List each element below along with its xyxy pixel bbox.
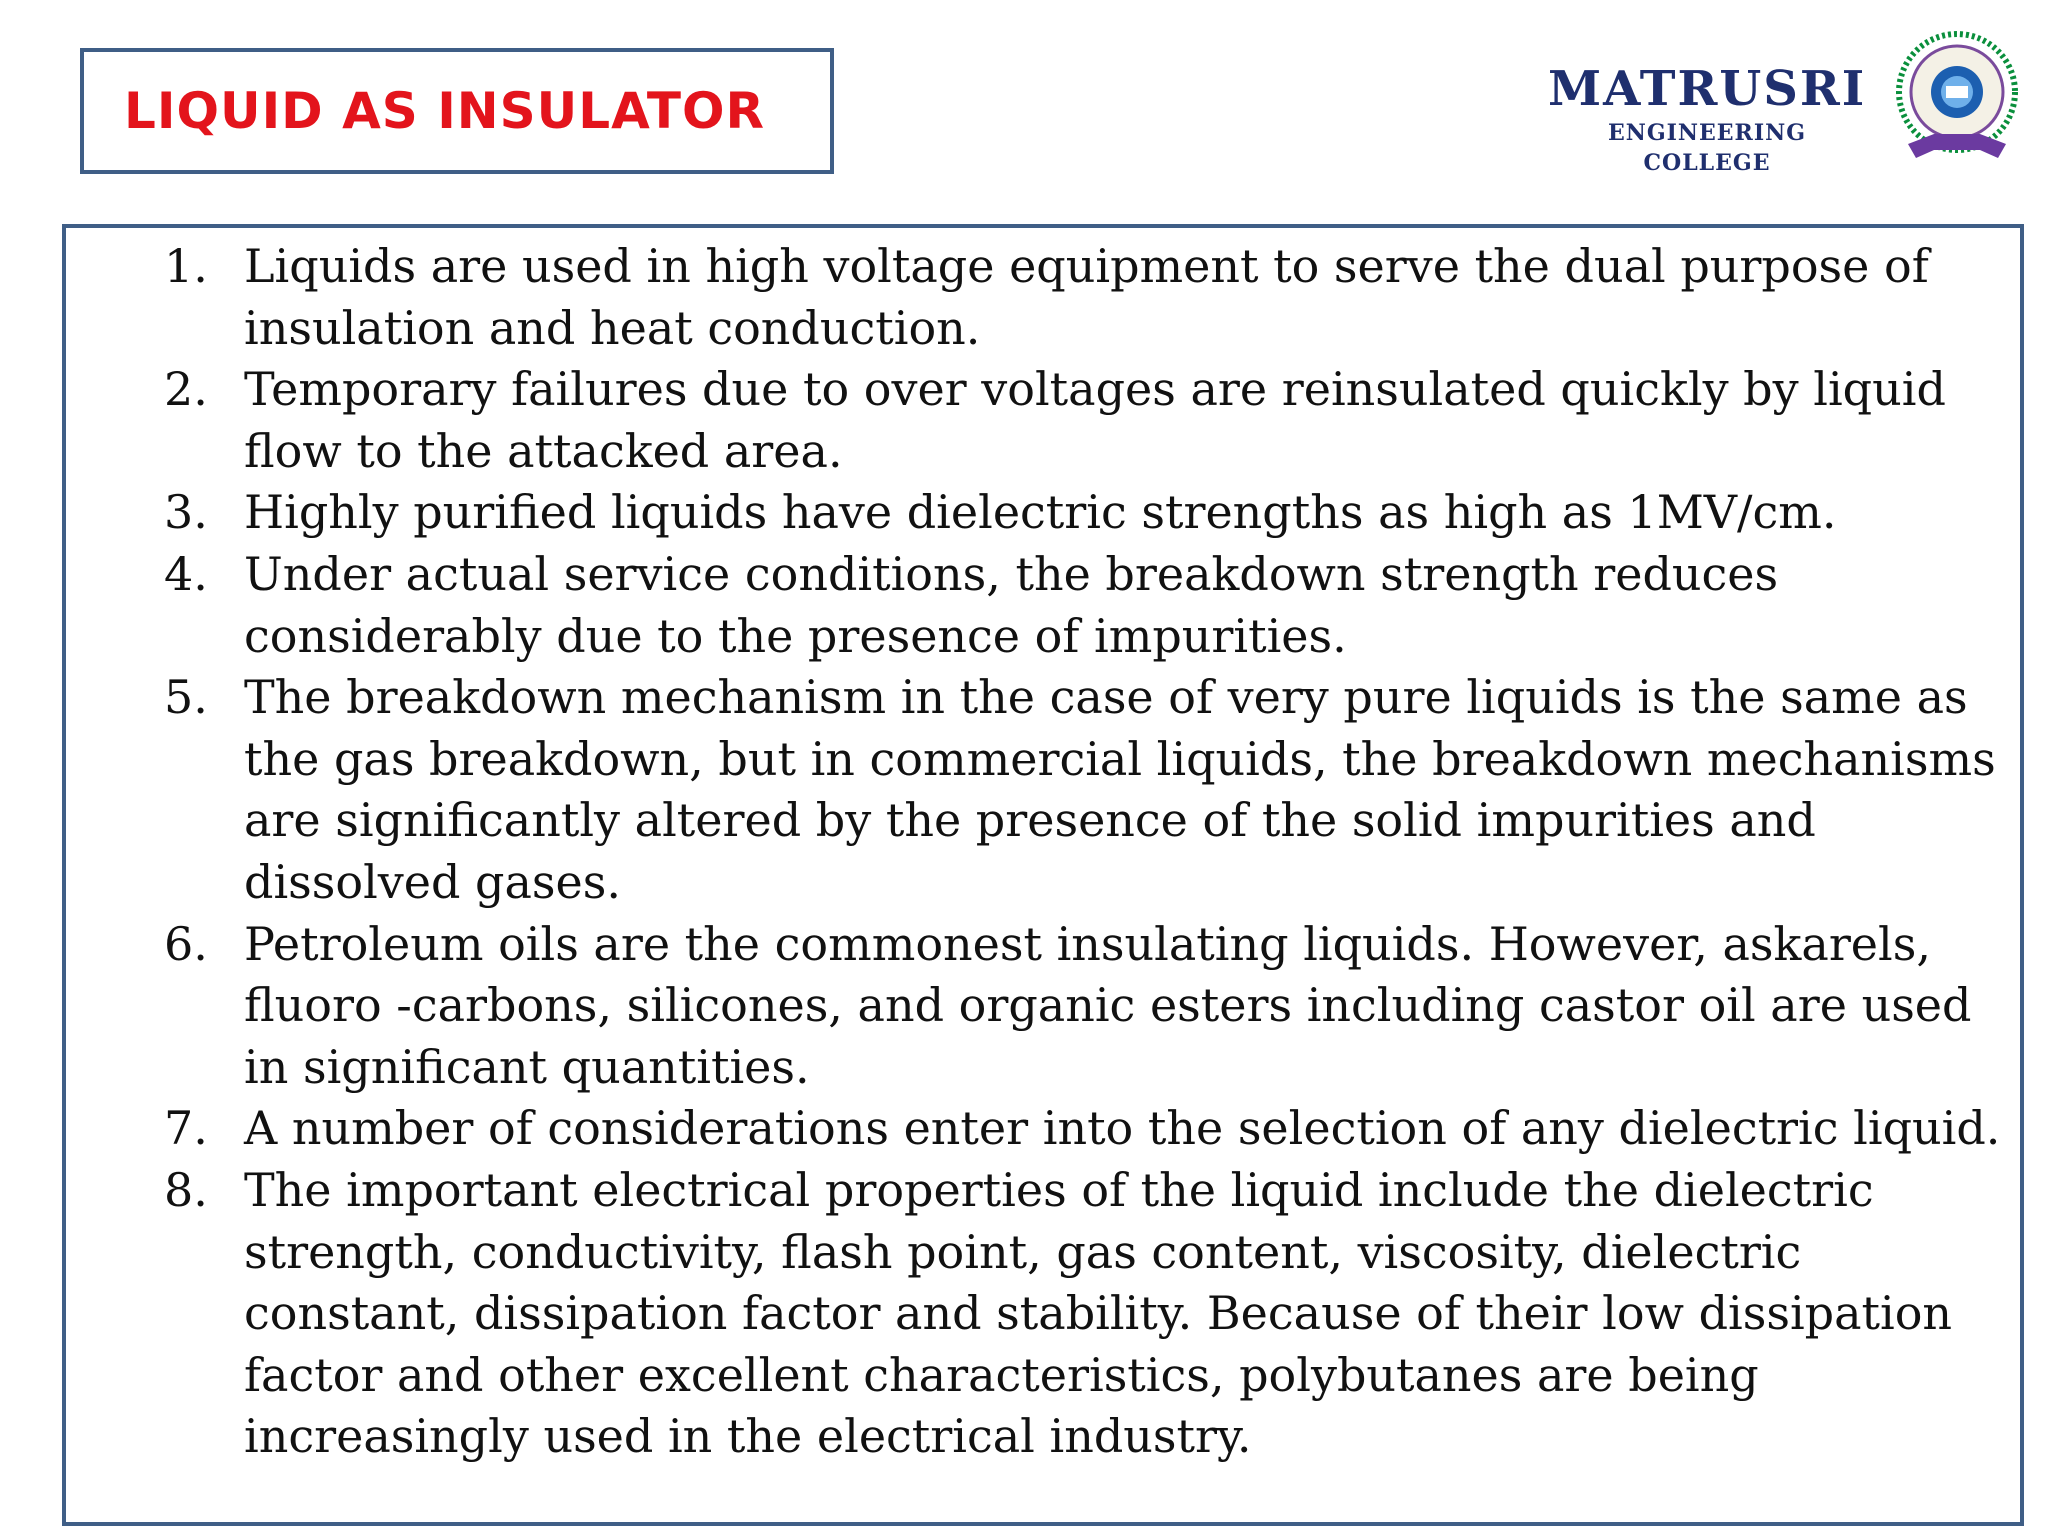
list-item — [104, 482, 2004, 544]
content-box — [62, 224, 2024, 1526]
college-subtitle: ENGINEERING COLLEGE — [1607, 120, 1807, 176]
list-item — [104, 914, 2004, 1099]
item-number: 6. — [164, 916, 208, 971]
list-item — [104, 667, 2004, 913]
item-text: Liquids are used in high voltage equipment to serve the dual purpose of insulation and heat conduction. — [244, 239, 1929, 355]
slide-title: LIQUID AS INSULATOR — [124, 82, 766, 140]
college-seal-icon — [1894, 26, 2020, 172]
item-text: Under actual service conditions, the breakdown strength reduces considerably due to the presence of impurities. — [244, 546, 1779, 663]
item-number: 3. — [164, 485, 208, 540]
list-item — [104, 1098, 2004, 1160]
item-number: 4. — [164, 546, 208, 601]
list-item — [104, 236, 2004, 359]
item-text: A number of considerations enter into the selection of any dielectric liquid. — [244, 1101, 2001, 1156]
list-item — [104, 1160, 2004, 1468]
item-text: The breakdown mechanism in the case of very pure liquids is the same as the gas breakdown, but in commercial liquids, the breakdown mechanisms are significantly altered by the presence of the solid impurities and dissolved gases. — [244, 670, 1996, 909]
item-number: 7. — [164, 1101, 208, 1156]
title-box — [80, 48, 834, 174]
college-name: MATRUSRI — [1548, 61, 1867, 117]
points-list — [104, 236, 2004, 1468]
item-text: Temporary failures due to over voltages are reinsulated quickly by liquid flow to the attacked area. — [244, 362, 1946, 478]
item-number: 5. — [164, 670, 208, 725]
list-item — [104, 544, 2004, 667]
list-item — [104, 359, 2004, 482]
item-number: 8. — [164, 1162, 208, 1217]
item-text: Highly purified liquids have dielectric strengths as high as 1MV/cm. — [244, 485, 1837, 540]
item-text: Petroleum oils are the commonest insulating liquids. However, askarels, fluoro -carbons, silicones, and organic esters including castor oil are used in significant quantities. — [244, 916, 1972, 1094]
item-text: The important electrical properties of the liquid include the dielectric strength, conductivity, flash point, gas content, viscosity, dielectric constant, dissipation factor and stability. Because of their low dissipation factor and other excellent characteristics, polybutanes are being increasingly used in the electrical industry. — [244, 1162, 1953, 1464]
college-logo-text — [1548, 60, 1866, 178]
item-number: 2. — [164, 362, 208, 417]
item-number: 1. — [164, 239, 208, 293]
